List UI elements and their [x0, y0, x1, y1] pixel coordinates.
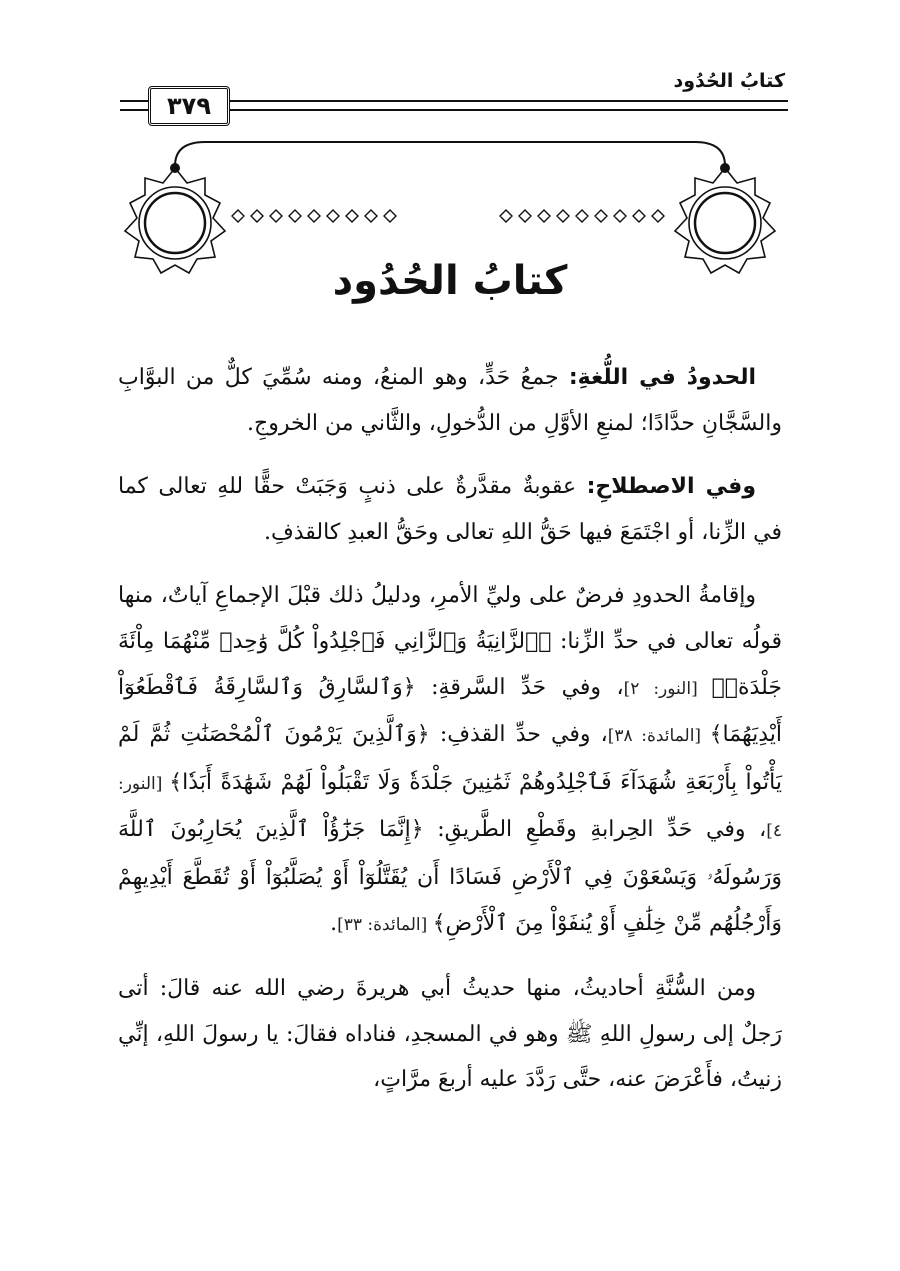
quran-verse-hirabah: ﴿إِنَّمَا جَزَٰٓؤُاْ ٱلَّذِينَ يُحَارِبُونَ ٱللَّهَ وَرَسُولَهُۥ وَيَسْعَوْنَ فِي ٱلْأَرْضِ فَسَادًا أَن يُقَتَّلُوٓاْ أَوْ يُصَلَّبُوٓاْ أَوْ تُقَطَّعَ أَيْدِيهِمْ وَأَرْجُلُهُم مِّنْ خِلَٰفٍ أَوْ يُنفَوْاْ مِنَ ٱلْأَرْضِ﴾ — [118, 817, 782, 936]
term-technical: وفي الاصطلاحِ: — [586, 474, 756, 500]
term-language: الحدودُ في اللُّغةِ: — [568, 365, 756, 390]
verse-reference-nur-2: [النور: ٢] — [623, 678, 712, 699]
quran-verse-zina: ﴿ٱلزَّانِيَةُ وَٱلزَّانِي فَٱجْلِدُواْ كُلَّ وَٰحِدٖ مِّنْهُمَا مِاْئَةَ جَلْدَةٖ﴾ — [118, 628, 782, 700]
body-text — [118, 355, 782, 1121]
quran-verse-theft: ﴿وَٱلسَّارِقُ وَٱلسَّارِقَةُ فَٱقْطَعُوٓاْ أَيْدِيَهُمَا﴾ — [118, 674, 782, 748]
paragraph-definition-technical — [118, 464, 782, 555]
chapter-title: كتابُ الحُدُود — [332, 258, 568, 304]
sunnah-text: ومن السُّنَّةِ أحاديثُ، منها حديثُ أبي هريرةَ رضي الله عنه قالَ: أتى رَجلٌ إلى رسولِ اللهِ ﷺ وهو في المسجدِ، فناداه فقالَ: يا رسولَ اللهِ، إنِّي زنيتُ، فأَعْرَضَ عنه، حتَّى رَدَّدَ عليه أربعَ مرَّاتٍ، — [118, 976, 782, 1093]
quran-verse-qadhf: ﴿وَٱلَّذِينَ يَرْمُونَ ٱلْمُحْصَنَٰتِ ثُمَّ لَمْ يَأْتُواْ بِأَرْبَعَةِ شُهَدَآءَ فَٱجْلِدُوهُمْ ثَمَٰنِينَ جَلْدَةٗ وَلَا تَقْبَلُواْ لَهُمْ شَهَٰدَةً أَبَدٗا﴾ — [118, 722, 782, 795]
running-title: كتابُ الحُدُود — [673, 70, 785, 92]
paragraph-quran-evidence — [118, 573, 782, 948]
evidence-text-qadhf: ، وفي حدِّ القذفِ: — [429, 722, 608, 748]
page-number: ٣٧٩ — [148, 86, 230, 126]
evidence-text-hirabah: ، وفي حَدِّ الحِرابةِ وقَطْعِ الطَّريقِ: — [423, 817, 767, 843]
verse-reference-maidah-33: [المائدة: ٣٣] — [337, 914, 433, 935]
verse-reference-nur-4: [النور: ٤] — [118, 773, 782, 842]
evidence-text-theft: ، وفي حَدِّ السَّرقةِ: — [415, 674, 624, 700]
paragraph-definition-language — [118, 355, 782, 446]
definition-language-text: جمعُ حَدٍّ، وهو المنعُ، ومنه سُمِّيَ كلٌّ من البوَّابِ والسَّجَّانِ حدَّادًا؛ لمنعِ الأوَّلِ من الدُّخولِ، والثَّاني من الخروجِ. — [118, 365, 782, 436]
evidence-intro: وإقامةُ الحدودِ فرضٌ على وليِّ الأمرِ، ودليلُ ذلك قبْلَ الإجماعِ آياتٌ، منها قولُه تعالى في حدِّ الزِّنا: — [118, 583, 782, 654]
definition-technical-text: عقوبةٌ مقدَّرةٌ على ذنبٍ وَجَبَتْ حقًّا للهِ تعالى كما في الزِّنا، أو اجْتَمَعَ فيها حَقُّ اللهِ تعالى وحَقُّ العبدِ كالقذفِ. — [118, 474, 782, 545]
verse-reference-maidah-38: [المائدة: ٣٨] — [607, 726, 710, 747]
paragraph-sunnah-evidence — [118, 966, 782, 1103]
evidence-end: . — [330, 910, 338, 936]
